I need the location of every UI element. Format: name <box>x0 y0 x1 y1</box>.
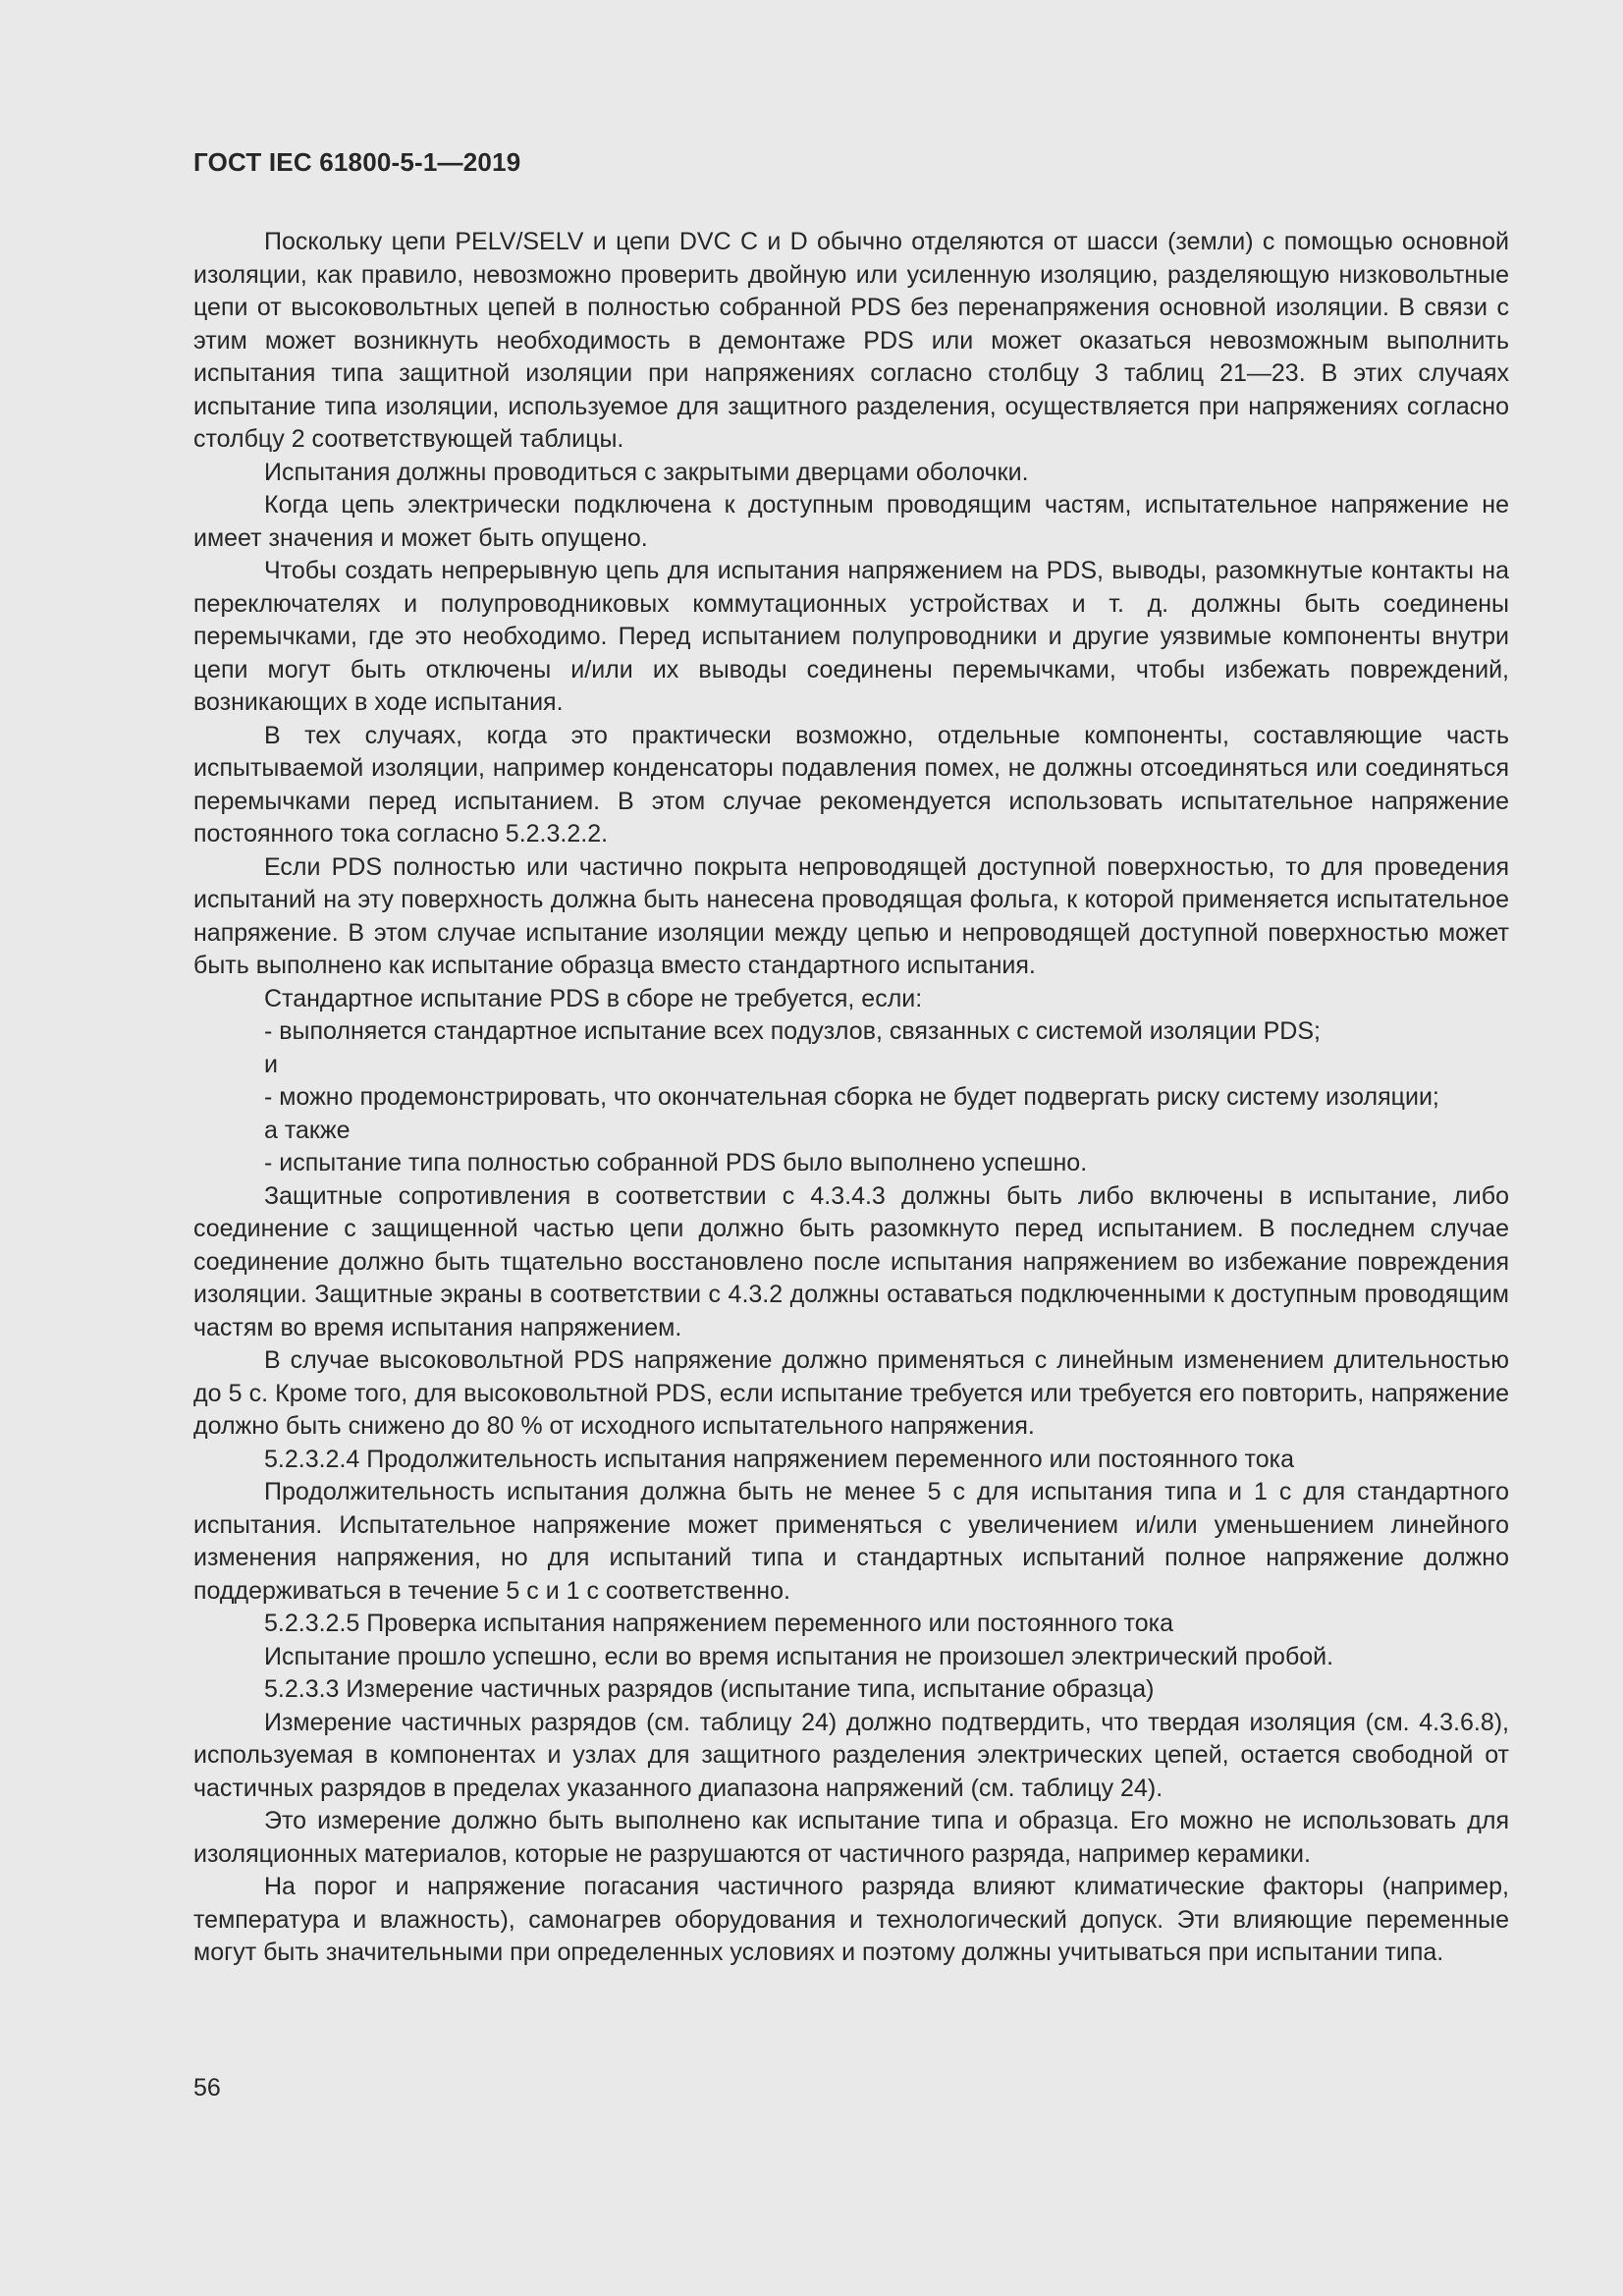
section-heading-5-2-3-2-4: 5.2.3.2.4 Продолжительность испытания напряжением переменного или постоянного тока <box>264 1445 1295 1473</box>
document-header: ГОСТ IEC 61800-5-1—2019 <box>193 147 521 177</box>
paragraph-continuous-circuit: Чтобы создать непрерывную цепь для испытания напряжением на PDS, выводы, разомкнутые контакты на переключателях и полупроводниковых коммутационных устройствах и т. д. должны быть соединены перемычками, где это необходимо. Перед испытанием полупроводники и другие уязвимые компоненты внутри цепи могут быть отключены и/или их выводы соединены перемычками, чтобы избежать повреждений, возникающих в ходе испытания. <box>193 557 1509 716</box>
list-connector-also: а также <box>264 1116 351 1144</box>
paragraph-pelv-selv: Поскольку цепи PELV/SELV и цепи DVC C и D обычно отделяются от шасси (земли) с помощью основной изоляции, как правило, невозможно проверить двойную или усиленную изоляцию, разделяющую низковольтные цепи от высоковольтных цепей в полностью собранной PDS без перенапряжения основной изоляции. В связи с этим может возникнуть необходимость в демонтаже PDS или может оказаться невозможным выполнить испытания типа защитной изоляции при напряжениях согласно столбцу 3 таблиц 21—23. В этих случаях испытание типа изоляции, используемое для защитного разделения, осуществляется при напряжениях согласно столбцу 2 соответствующей таблицы. <box>193 228 1509 453</box>
paragraph-closed-doors: Испытания должны проводиться с закрытыми дверцами оболочки. <box>264 458 1029 486</box>
paragraph-partial-discharge: Измерение частичных разрядов (см. таблицу 24) должно подтвердить, что твердая изоляция (см. 4.3.6.8), используемая в компонентах и узлах для защитного разделения электрических цепей, остается свободной от частичных разрядов в пределах указанного диапазона напряжений (см. таблицу 24). <box>193 1708 1509 1802</box>
list-item-type-test: - испытание типа полностью собранной PDS было выполнено успешно. <box>264 1149 1088 1176</box>
section-heading-5-2-3-3: 5.2.3.3 Измерение частичных разрядов (испытание типа, испытание образца) <box>264 1675 1155 1703</box>
paragraph-conductive-parts: Когда цепь электрически подключена к доступным проводящим частям, испытательное напряжение не имеет значения и может быть опущено. <box>193 491 1509 552</box>
page-number: 56 <box>193 2074 221 2102</box>
list-item-subassemblies: - выполняется стандартное испытание всех подузлов, связанных с системой изоляции PDS; <box>264 1017 1321 1045</box>
paragraph-standard-test-not-required: Стандартное испытание PDS в сборе не требуется, если: <box>264 984 923 1012</box>
paragraph-components: В тех случаях, когда это практически возможно, отдельные компоненты, составляющие часть испытываемой изоляции, например конденсаторы подавления помех, не должны отсоединяться или соединяться перемычками перед испытанием. В этом случае рекомендуется использовать испытательное напряжение постоянного тока согласно 5.2.3.2.2. <box>193 721 1509 847</box>
paragraph-nonconductive-surface: Если PDS полностью или частично покрыта непроводящей доступной поверхностью, то для проведения испытаний на эту поверхность должна быть нанесена проводящая фольга, к которой применяется испытательное напряжение. В этом случае испытание изоляции между цепью и непроводящей доступной поверхностью может быть выполнено как испытание образца вместо стандартного испытания. <box>193 852 1509 979</box>
paragraph-protective-resistances: Защитные сопротивления в соответствии с 4.3.4.3 должны быть либо включены в испытание, либо соединение с защищенной частью цепи должно быть разомкнуто перед испытанием. В последнем случае соединение должно быть тщательно восстановлено после испытания напряжением во избежание повреждения изоляции. Защитные экраны в соответствии с 4.3.2 должны оставаться подключенными к доступным проводящим частям во время испытания напряжением. <box>193 1181 1509 1341</box>
paragraph-measurement-type: Это измерение должно быть выполнено как испытание типа и образца. Его можно не использовать для изоляционных материалов, которые не разрушаются от частичного разряда, например керамики. <box>193 1807 1509 1868</box>
paragraph-high-voltage-pds: В случае высоковольтной PDS напряжение должно применяться с линейным изменением длительностью до 5 с. Кроме того, для высоковольтной PDS, если испытание требуется или требуется его повторить, напряжение должно быть снижено до 80 % от исходного испытательного напряжения. <box>193 1346 1509 1440</box>
section-heading-5-2-3-2-5: 5.2.3.2.5 Проверка испытания напряжением переменного или постоянного тока <box>264 1610 1174 1637</box>
list-item-final-assembly: - можно продемонстрировать, что окончательная сборка не будет подвергать риску систему изоляции; <box>264 1083 1439 1111</box>
paragraph-test-duration: Продолжительность испытания должна быть не менее 5 с для испытания типа и 1 с для стандартного испытания. Испытательное напряжение может применяться с увеличением и/или уменьшением линейного изменения напряжения, но для испытаний типа и стандартных испытаний полное напряжение должно поддерживаться в течение 5 с и 1 с соответственно. <box>193 1478 1509 1605</box>
document-body <box>193 226 1509 1970</box>
list-connector-and: и <box>264 1050 278 1078</box>
paragraph-test-passed: Испытание прошло успешно, если во время испытания не произошел электрический пробой. <box>264 1642 1334 1670</box>
paragraph-climatic-factors: На порог и напряжение погасания частичного разряда влияют климатические факторы (например, температура и влажность), самонагрев оборудования и технологический допуск. Эти влияющие переменные могут быть значительными при определенных условиях и поэтому должны учитываться при испытании типа. <box>193 1873 1509 1966</box>
